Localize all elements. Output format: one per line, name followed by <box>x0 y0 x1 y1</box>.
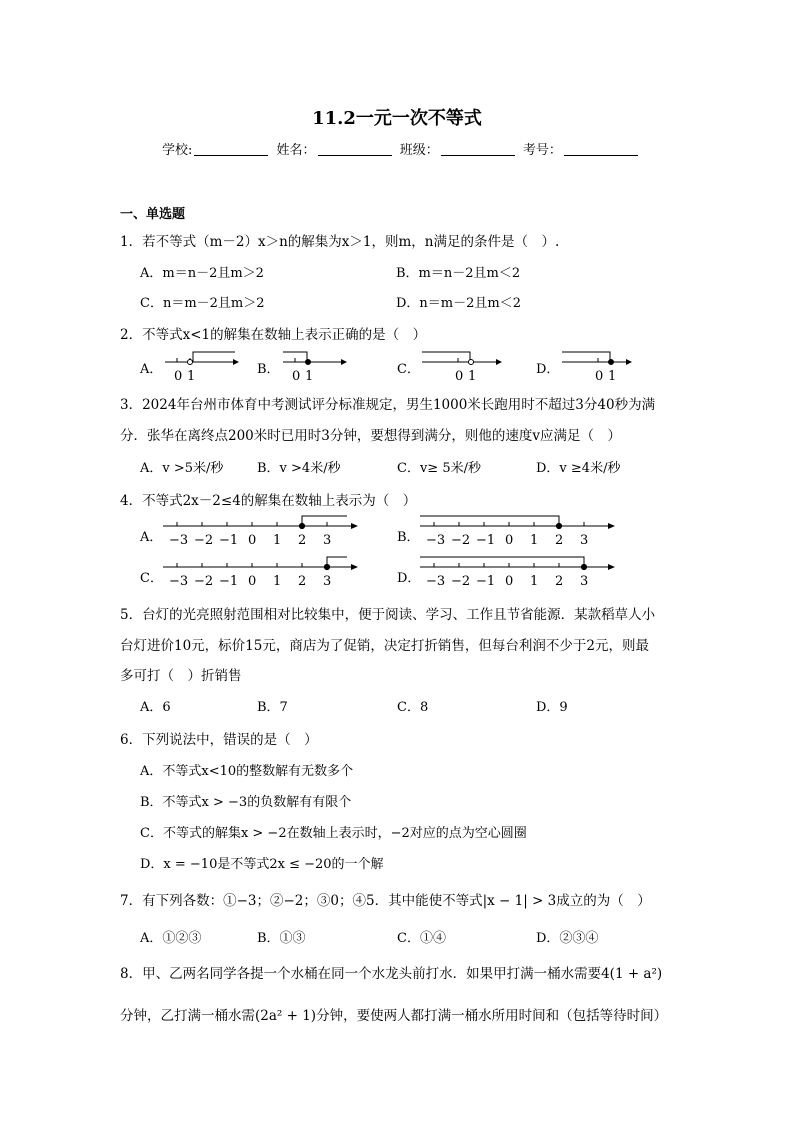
q1-option-a[interactable]: A．m＝n－2且m＞2 <box>140 266 264 281</box>
tick-label: −2 <box>194 574 214 589</box>
q8-stem-line2: 分钟，乙打满一桶水需(2a² + 1)分钟，要使两人都打满一桶水所用时间和（包括等待时间） <box>120 1008 668 1024</box>
endpoint-dot <box>324 564 329 569</box>
exam-no-blank[interactable] <box>564 143 638 156</box>
q1-option-c[interactable]: C．n＝m－2且m＞2 <box>140 296 265 311</box>
tick-label: 1 <box>468 369 477 384</box>
q2-number-line-b <box>283 348 363 382</box>
q4-number-line-a <box>163 512 363 546</box>
axis-arrow <box>608 523 615 529</box>
endpoint-dot <box>581 564 586 569</box>
q4-option-c[interactable]: C． <box>140 571 163 586</box>
q1-option-d[interactable]: D．n＝m－2且m＜2 <box>396 296 521 311</box>
tick-label: 1 <box>530 533 539 548</box>
tick-label: 2 <box>298 574 307 589</box>
tick-label: 0 <box>248 574 257 589</box>
tick-label: 1 <box>530 574 539 589</box>
tick-label: 0 <box>505 533 514 548</box>
q2-option-b[interactable]: B． <box>257 362 280 377</box>
tick-label: 0 <box>455 369 464 384</box>
q7-option-c[interactable]: C．①④ <box>397 931 446 946</box>
q1-option-b[interactable]: B．m＝n－2且m＜2 <box>396 266 521 281</box>
q4-number-line-c <box>163 553 363 587</box>
tick-label: −1 <box>476 533 496 548</box>
tick-label: −3 <box>169 533 189 548</box>
q2-option-c[interactable]: C． <box>397 362 420 377</box>
q7-option-a[interactable]: A．①②③ <box>140 931 202 946</box>
solution-bracket <box>327 557 347 567</box>
q6-option-b[interactable]: B．不等式x > −3的负数解有有限个 <box>140 795 352 810</box>
tick-label: 0 <box>248 533 257 548</box>
name-blank[interactable] <box>318 143 392 156</box>
q5-option-b[interactable]: B．7 <box>257 700 288 715</box>
q7-stem: 7．有下列各数：①−3；②−2；③0；④5．其中能使不等式|x − 1| > 3成立的为（ ） <box>120 893 651 909</box>
q7-option-b[interactable]: B．①③ <box>257 931 306 946</box>
tick-label: −3 <box>426 574 446 589</box>
q3-option-b[interactable]: B．v >4米/秒 <box>257 461 341 476</box>
tick-label: −2 <box>451 574 471 589</box>
q5-stem-line3: 多可打（ ）折销售 <box>120 668 242 684</box>
q5-option-d[interactable]: D．9 <box>536 700 568 715</box>
q5-option-c[interactable]: C．8 <box>397 700 429 715</box>
q5-stem-line2: 台灯进价10元，标价15元，商店为了促销，决定打折销售，但每台利润不少于2元，则最 <box>120 638 649 654</box>
name-label: 姓名： <box>276 143 316 158</box>
tick-label: 2 <box>298 533 307 548</box>
tick-label: 3 <box>323 533 332 548</box>
page-title: 11.2一元一次不等式 <box>312 108 482 129</box>
q4-number-line-d <box>420 553 620 587</box>
q3-option-d[interactable]: D．v ≥4米/秒 <box>536 461 621 476</box>
section-title: 一、单选题 <box>120 207 186 222</box>
q2-number-line-d <box>562 348 642 382</box>
tick-label: 3 <box>323 574 332 589</box>
q3-option-c[interactable]: C．v≥ 5米/秒 <box>397 461 481 476</box>
solution-bracket <box>420 516 559 526</box>
q5-option-a[interactable]: A．6 <box>140 700 171 715</box>
class-label: 班级： <box>399 143 439 158</box>
q6-option-c[interactable]: C．不等式的解集x > −2在数轴上表示时，−2对应的点为空心圆圈 <box>140 826 527 841</box>
q6-option-d[interactable]: D．x = −10是不等式2x ≤ −20的一个解 <box>140 857 384 872</box>
q4-stem: 4．不等式2x－2≤4的解集在数轴上表示为（ ） <box>120 493 417 509</box>
q3-stem-line2: 分．张华在离终点200米时已用时3分钟，要想得到满分，则他的速度v应满足（ ） <box>120 428 621 444</box>
student-info-line <box>162 139 642 158</box>
tick-label: −3 <box>426 533 446 548</box>
solution-bracket <box>302 516 347 526</box>
axis-arrow <box>351 564 358 570</box>
tick-label: 1 <box>608 369 617 384</box>
class-blank[interactable] <box>441 143 515 156</box>
q3-option-a[interactable]: A．v >5米/秒 <box>140 461 224 476</box>
tick-label: −1 <box>219 574 239 589</box>
tick-label: 2 <box>555 533 564 548</box>
q6-stem: 6．下列说法中，错误的是（ ） <box>120 732 318 748</box>
endpoint-dot <box>299 523 304 528</box>
q4-option-b[interactable]: B． <box>397 530 420 545</box>
tick-label: −1 <box>219 533 239 548</box>
tick-label: −2 <box>451 533 471 548</box>
tick-label: 1 <box>273 533 282 548</box>
q4-number-line-b <box>420 512 620 546</box>
q8-stem-line1: 8．甲、乙两名同学各提一个水桶在同一个水龙头前打水．如果甲打满一桶水需要4(1 + a²) <box>120 966 663 982</box>
q3-stem-line1: 3．2024年台州市体育中考测试评分标准规定，男生1000米长跑用时不超过3分40秒为满 <box>120 397 656 413</box>
q2-number-line-c <box>422 348 502 382</box>
axis-arrow <box>351 523 358 529</box>
q5-stem-line1: 5．台灯的光亮照射范围相对比较集中，便于阅读、学习、工作且节省能源．某款稻草人小 <box>120 607 656 623</box>
tick-label: −3 <box>169 574 189 589</box>
school-label: 学校: <box>162 143 193 158</box>
tick-label: −2 <box>194 533 214 548</box>
q4-option-d[interactable]: D． <box>397 571 421 586</box>
q2-option-a[interactable]: A． <box>140 362 163 377</box>
tick-label: −1 <box>476 574 496 589</box>
q2-number-line-a <box>165 348 245 382</box>
tick-label: 0 <box>505 574 514 589</box>
q6-option-a[interactable]: A．不等式x<10的整数解有无数多个 <box>140 764 354 779</box>
q2-option-d[interactable]: D． <box>536 362 560 377</box>
tick-label: 1 <box>273 574 282 589</box>
tick-label: 1 <box>187 369 196 384</box>
tick-label: 3 <box>580 574 589 589</box>
tick-label: 0 <box>595 369 604 384</box>
tick-label: 0 <box>174 369 183 384</box>
school-blank[interactable] <box>194 143 268 156</box>
exam-no-label: 考号： <box>522 143 562 158</box>
q1-stem: 1．若不等式（m－2）x＞n的解集为x＞1，则m，n满足的条件是（ ）. <box>120 234 560 250</box>
tick-label: 2 <box>555 574 564 589</box>
q7-option-d[interactable]: D．②③④ <box>536 931 599 946</box>
tick-label: 0 <box>292 369 301 384</box>
q2-stem: 2．不等式x<1的解集在数轴上表示正确的是（ ） <box>120 327 427 343</box>
q4-option-a[interactable]: A． <box>140 530 163 545</box>
endpoint-dot <box>556 523 561 528</box>
axis-arrow <box>608 564 615 570</box>
tick-label: 1 <box>305 369 314 384</box>
tick-label: 3 <box>580 533 589 548</box>
